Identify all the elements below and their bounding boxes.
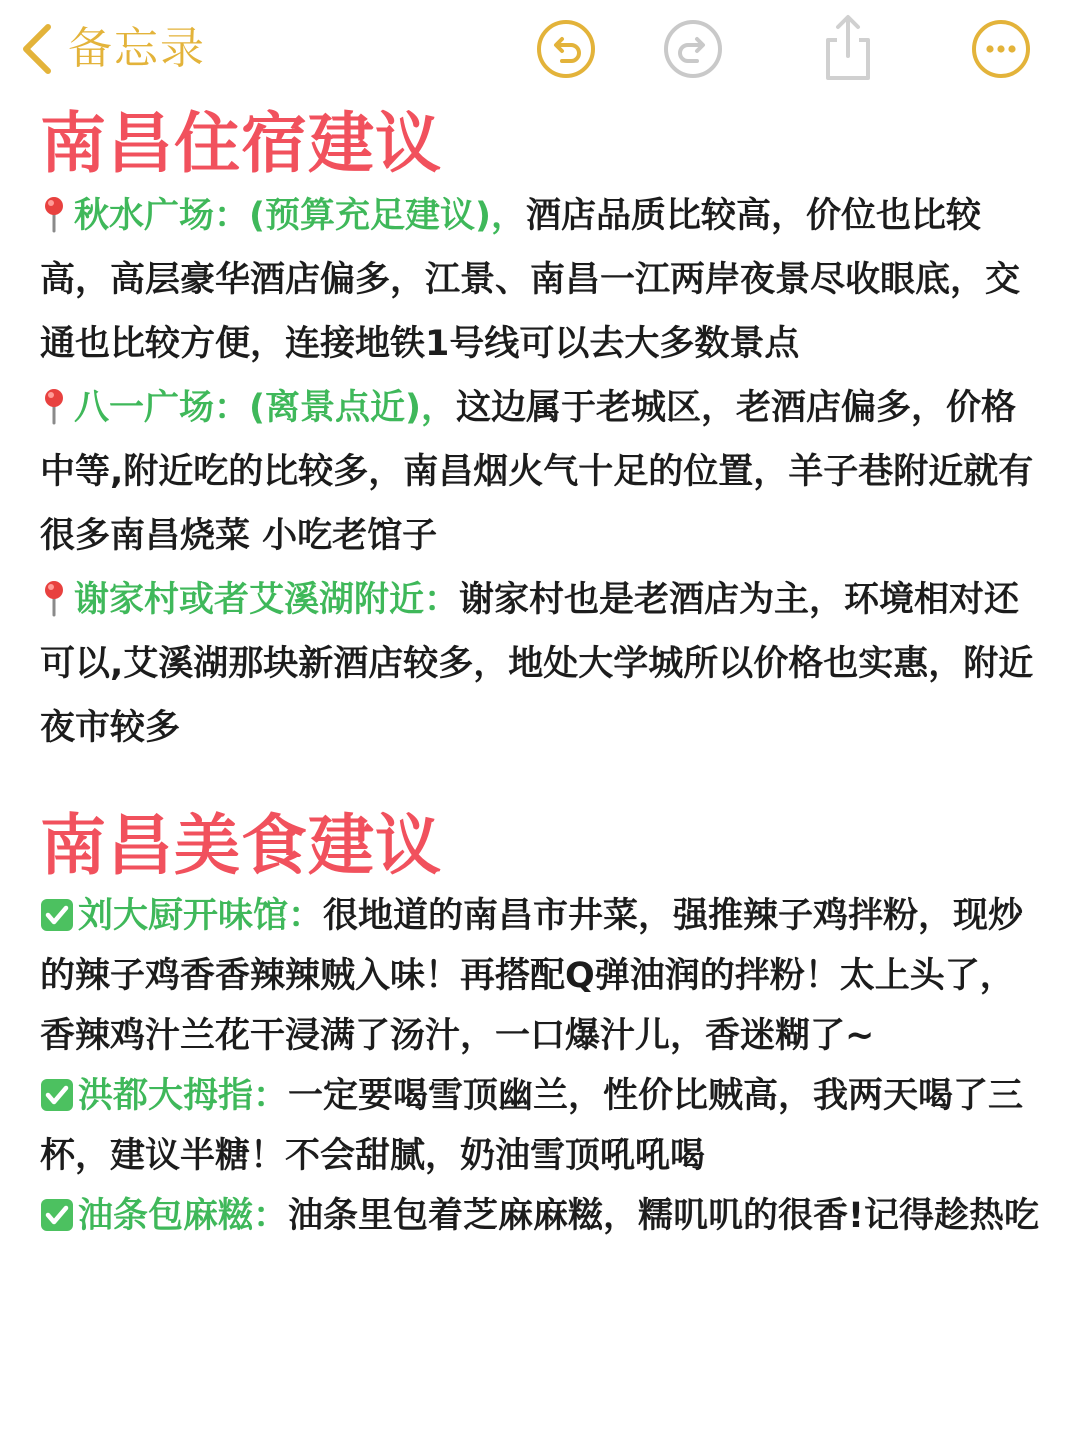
share-icon [817,12,879,82]
lodging-item-text: 谢家村也是老酒店为主，环境相对还可以,艾溪湖那块新酒店较多，地处大学城所以价格也实惠，附近夜市较多 [40,580,1034,748]
lodging-item-highlight: 八一广场：(离景点近)， [74,388,456,428]
check-icon [40,898,74,932]
lodging-item-highlight: 谢家村或者艾溪湖附近： [74,580,460,620]
pin-icon [40,195,68,233]
pin-icon [40,579,68,617]
undo-icon [535,18,597,80]
more-button[interactable] [970,18,1032,80]
lodging-item-bayi [40,376,1040,568]
food-item-hongdu [40,1066,1040,1186]
lodging-item-highlight: 秋水广场：(预算充足建议)， [74,196,526,236]
lodging-item-xiejiacun [40,568,1040,760]
food-item-text: 很地道的南昌市井菜，强推辣子鸡拌粉，现炒的辣子鸡香香辣辣贼入味！再搭配Q弹油润的拌粉！太上头了，香辣鸡汁兰花干浸满了汤汁，一口爆汁儿，香迷糊了~ [40,896,1024,1056]
food-item-highlight: 刘大厨开味馆： [78,896,324,936]
navigation-bar [0,0,1080,100]
more-icon [970,18,1032,80]
share-button[interactable] [817,12,879,74]
chevron-left-icon [18,23,54,75]
undo-button[interactable] [535,18,597,80]
back-button[interactable] [18,18,206,80]
lodging-title: 南昌住宿建议 [40,105,442,182]
food-item-text: 一定要喝雪顶幽兰，性价比贼高，我两天喝了三杯，建议半糖！不会甜腻，奶油雪顶吼吼喝 [40,1076,1024,1176]
food-item-youtiao [40,1186,1040,1246]
note-body[interactable] [40,100,1040,1246]
pin-icon [40,387,68,425]
lodging-item-text: 酒店品质比较高，价位也比较高，高层豪华酒店偏多，江景、南昌一江两岸夜景尽收眼底，交通也比较方便，连接地铁1号线可以去大多数景点 [40,196,1021,364]
food-item-highlight: 洪都大拇指： [78,1076,289,1116]
redo-button[interactable] [662,18,724,80]
food-item-highlight: 油条包麻糍： [78,1196,289,1236]
food-title: 南昌美食建议 [40,807,442,884]
check-icon [40,1078,74,1112]
lodging-section [40,104,1040,760]
food-item-text: 油条里包着芝麻麻糍，糯叽叽的很香!记得趁热吃 [288,1196,1039,1236]
food-section [40,806,1040,1246]
redo-icon [662,18,724,80]
lodging-item-qiushui [40,184,1040,376]
back-label: 备忘录 [68,23,206,74]
lodging-item-text: 这边属于老城区，老酒店偏多，价格中等,附近吃的比较多，南昌烟火气十足的位置，羊子巷附近就有很多南昌烧菜 小吃老馆子 [40,388,1034,556]
check-icon [40,1198,74,1232]
food-item-liudachu [40,886,1040,1066]
